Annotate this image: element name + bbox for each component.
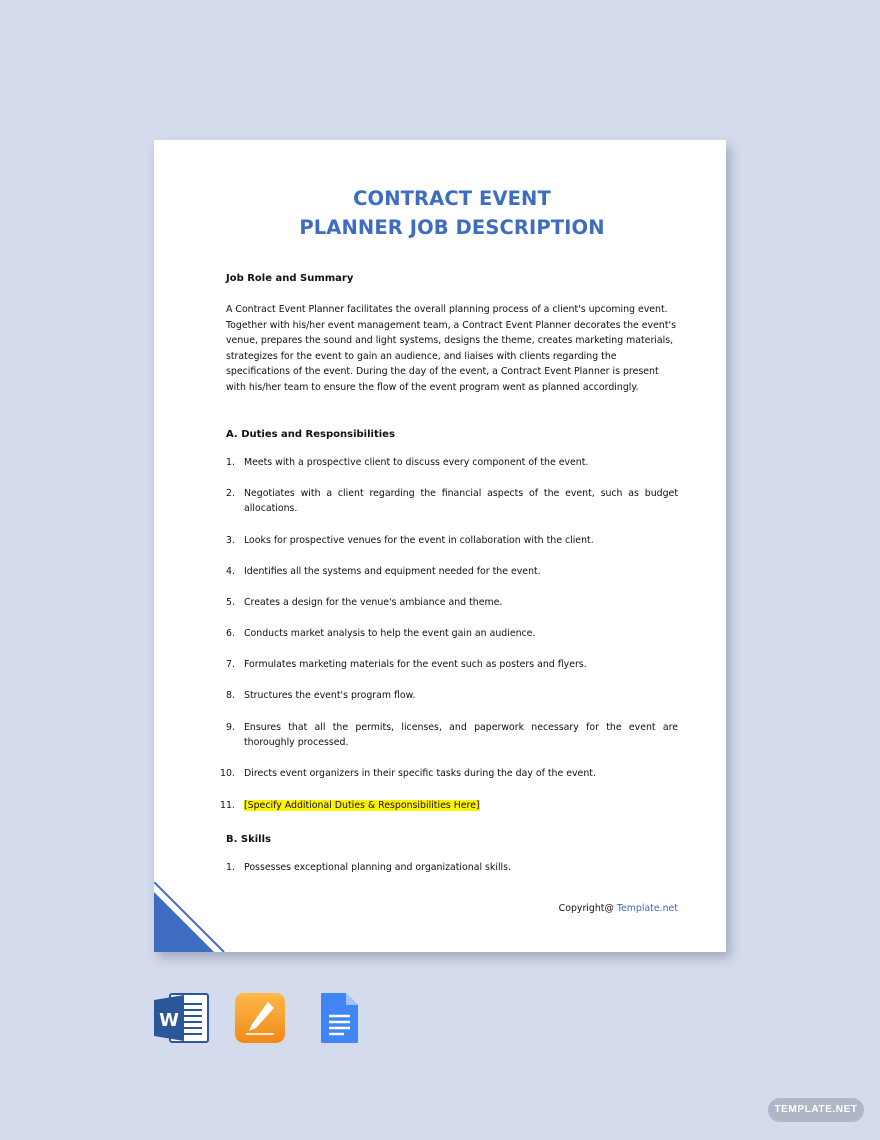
list-number: 10. xyxy=(220,768,235,780)
list-item xyxy=(226,860,678,876)
list-number: 3. xyxy=(226,534,235,546)
list-item xyxy=(226,657,678,673)
list-item xyxy=(226,626,678,642)
list-number: 1. xyxy=(226,862,235,874)
list-text: Creates a design for the venue's ambiance and theme. xyxy=(244,596,503,608)
duties-heading: A. Duties and Responsibilities xyxy=(226,428,395,440)
document-body xyxy=(220,272,678,876)
copyright-line xyxy=(559,903,678,914)
list-number: 7. xyxy=(226,659,235,671)
list-text: Negotiates with a client regarding the financial aspects of the event, such as budget allocations. xyxy=(244,487,678,515)
placeholder-highlight: [Specify Additional Duties & Responsibilities Here] xyxy=(244,799,480,811)
list-item xyxy=(220,766,678,782)
summary-paragraph: A Contract Event Planner facilitates the overall planning process of a client's upcoming event. Together with his/her event management team, a Contract Event Planner decorates the event's venue, prepares the sound and light systems, designs the theme, creates marketing materials, strategizes for the event to gain an audience, and liaises with clients regarding the specifications of the event. During the day of the event, a Contract Event Planner is present with his/her team to ensure the flow of the event program went as planned accordingly. xyxy=(226,304,676,393)
list-text: Directs event organizers in their specific tasks during the day of the event. xyxy=(244,768,596,780)
list-number: 1. xyxy=(226,456,235,468)
list-text: Ensures that all the permits, licenses, and paperwork necessary for the event are thoroughly processed. xyxy=(244,721,678,749)
list-number: 11. xyxy=(220,799,235,811)
list-item xyxy=(226,720,678,751)
copyright-link[interactable]: Template.net xyxy=(616,903,678,914)
word-icon[interactable] xyxy=(154,992,206,1044)
watermark-badge: TEMPLATE.NET xyxy=(768,1098,864,1122)
title-line-1: CONTRACT EVENT xyxy=(353,187,551,210)
list-number: 9. xyxy=(226,721,235,733)
svg-text:W: W xyxy=(159,1010,179,1031)
list-text: Meets with a prospective client to discuss every component of the event. xyxy=(244,456,589,468)
list-text: Formulates marketing materials for the event such as posters and flyers. xyxy=(244,659,587,671)
pages-icon[interactable] xyxy=(234,992,286,1044)
duties-list xyxy=(220,455,678,814)
list-text: Possesses exceptional planning and organizational skills. xyxy=(244,862,512,874)
list-text: Conducts market analysis to help the event gain an audience. xyxy=(244,628,536,640)
summary-heading: Job Role and Summary xyxy=(226,273,354,284)
copyright-prefix: Copyright@ xyxy=(558,903,617,914)
list-text: Structures the event's program flow. xyxy=(244,690,416,702)
list-item xyxy=(226,595,678,611)
list-number: 4. xyxy=(226,565,235,577)
skills-heading: B. Skills xyxy=(226,834,271,846)
list-text: Looks for prospective venues for the event in collaboration with the client. xyxy=(244,534,594,546)
list-item xyxy=(226,455,678,471)
list-item xyxy=(226,486,678,517)
list-item xyxy=(226,564,678,580)
list-number: 6. xyxy=(226,628,235,640)
list-number: 2. xyxy=(226,487,235,499)
list-item xyxy=(226,533,678,549)
list-item xyxy=(220,798,678,814)
title-line-2: PLANNER JOB DESCRIPTION xyxy=(299,216,605,239)
format-icons xyxy=(154,992,366,1044)
list-number: 8. xyxy=(226,690,235,702)
list-number: 5. xyxy=(226,596,235,608)
google-docs-icon[interactable] xyxy=(314,992,366,1044)
skills-list xyxy=(226,860,678,876)
list-item xyxy=(226,688,678,704)
document-title xyxy=(154,184,726,242)
document-page xyxy=(154,140,726,952)
list-text: Identifies all the systems and equipment needed for the event. xyxy=(244,565,541,577)
corner-decoration-icon xyxy=(154,882,234,952)
